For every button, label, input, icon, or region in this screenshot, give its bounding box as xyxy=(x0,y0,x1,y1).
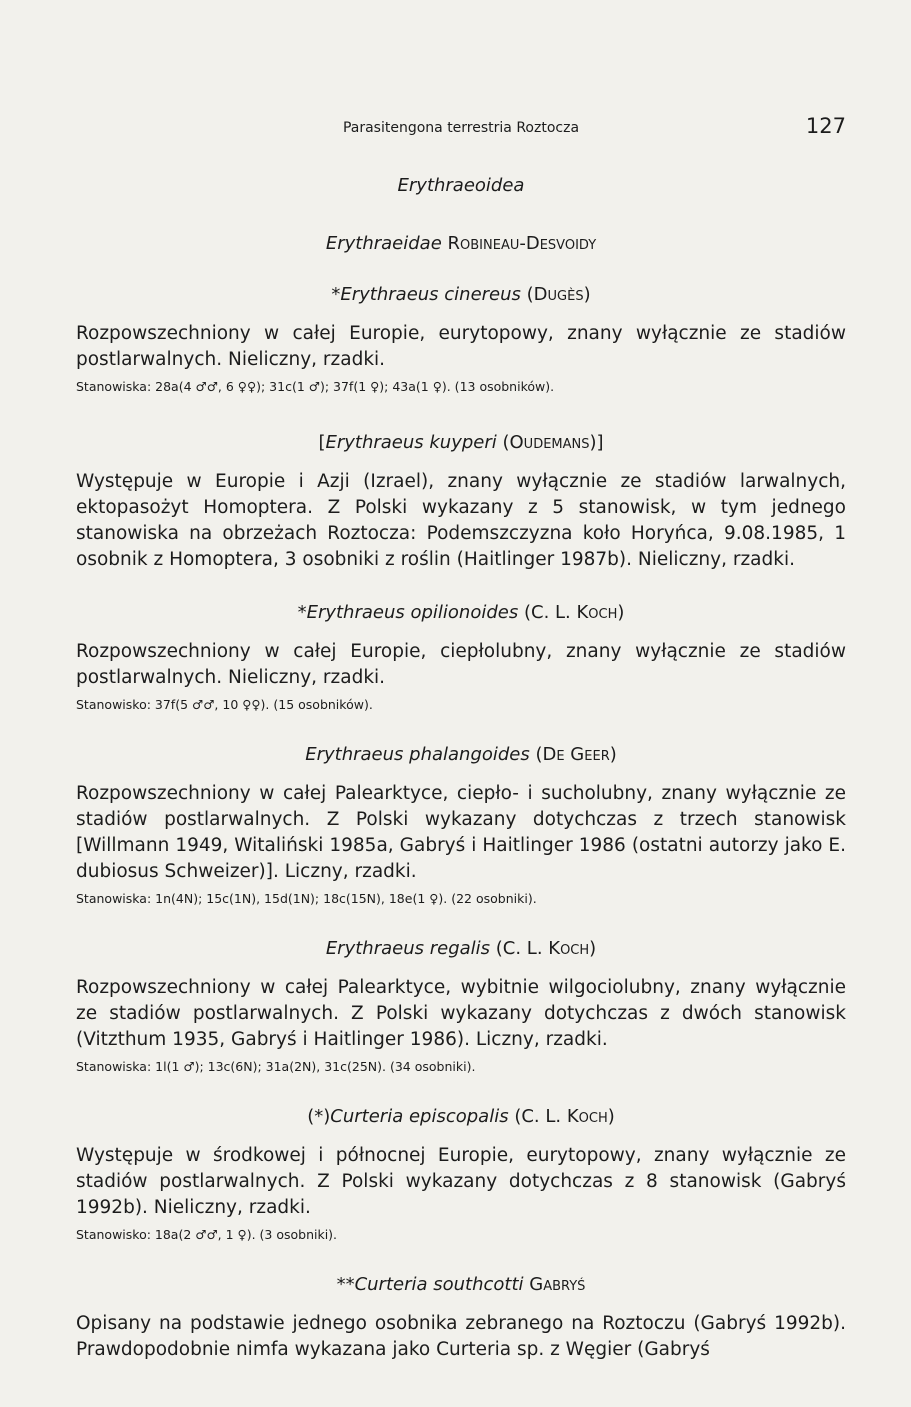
species-prefix: * xyxy=(297,602,307,623)
family-name: Erythraeidae xyxy=(325,233,442,254)
species-prefix: [ xyxy=(318,432,326,453)
species-description: Rozpowszechniony w całej Europie, ciepłolubny, znany wyłącznie ze stadiów postlarwalnych. Nieliczny, rzadki. xyxy=(76,641,846,688)
species-stations: Stanowiska: 1n(4N); 15c(1N), 15d(1N); 18c(15N), 18e(1 ♀). (22 osobniki). xyxy=(76,891,537,906)
species-entry xyxy=(76,743,846,909)
species-stations: Stanowisko: 18a(2 ♂♂, 1 ♀). (3 osobniki). xyxy=(76,1227,338,1242)
species-heading xyxy=(76,743,846,767)
species-heading xyxy=(76,1273,846,1297)
species-author: Gabryś xyxy=(529,1274,586,1295)
species-name: Curteria episcopalis xyxy=(330,1106,509,1127)
species-stations: Stanowiska: 1l(1 ♂); 13c(6N); 31a(2N), 31c(25N). (34 osobniki). xyxy=(76,1059,476,1074)
species-author: C. L. Koch xyxy=(502,938,590,959)
species-name: Erythraeus phalangoides xyxy=(305,744,530,765)
superfamily-heading: Erythraeoidea xyxy=(397,175,525,196)
species-paren-open: ( xyxy=(520,284,534,305)
species-paren-close: )] xyxy=(589,432,604,453)
running-title: Parasitengona terrestria Roztocza xyxy=(342,120,580,136)
species-name: Erythraeus regalis xyxy=(325,938,491,959)
species-heading xyxy=(76,283,846,307)
species-paren-open: ( xyxy=(496,432,510,453)
species-paren-open: ( xyxy=(518,602,531,623)
species-paren-open: ( xyxy=(529,744,543,765)
species-paren-close: ) xyxy=(609,744,617,765)
species-name: Erythraeus kuyperi xyxy=(325,432,497,453)
species-entry xyxy=(76,937,846,1077)
species-author: Dugès xyxy=(533,284,584,305)
species-entry xyxy=(76,1273,846,1363)
species-description: Rozpowszechniony w całej Palearktyce, wybitnie wilgociolubny, znany wyłącznie ze stadiów postlarwalnych. Z Polski wykazany dotychczas z dwóch stanowisk (Vitzthum 1935, Gabryś i Haitlinger 1986). Liczny, rzadki. xyxy=(76,977,846,1050)
species-prefix: ** xyxy=(336,1274,355,1295)
species-entry xyxy=(76,1105,846,1245)
species-author: C. L. Koch xyxy=(531,602,618,623)
species-paren-open: ( xyxy=(508,1106,522,1127)
species-author: De Geer xyxy=(542,744,610,765)
species-entry xyxy=(76,431,846,573)
species-description: Występuje w środkowej i północnej Europie, eurytopowy, znany wyłącznie ze stadiów postlarwalnych. Z Polski wykazany dotychczas z 8 stanowisk (Gabryś 1992b). Nieliczny, rzadki. xyxy=(76,1145,846,1218)
species-prefix: (*) xyxy=(307,1106,331,1127)
page-content xyxy=(76,166,846,1363)
species-heading xyxy=(76,601,846,625)
family-heading xyxy=(76,232,846,256)
family-author: Robineau-Desvoidy xyxy=(447,233,597,254)
species-heading xyxy=(76,1105,846,1129)
species-stations: Stanowiska: 28a(4 ♂♂, 6 ♀♀); 31c(1 ♂); 37f(1 ♀); 43a(1 ♀). (13 osobników). xyxy=(76,379,555,394)
page-header xyxy=(76,114,846,144)
species-stations: Stanowisko: 37f(5 ♂♂, 10 ♀♀). (15 osobników). xyxy=(76,697,373,712)
species-entry xyxy=(76,601,846,715)
species-paren-open: ( xyxy=(490,938,503,959)
species-description: Opisany na podstawie jednego osobnika zebranego na Roztoczu (Gabryś 1992b). Prawdopodobnie nimfa wykazana jako Curteria sp. z Węgier (Gabryś xyxy=(76,1313,846,1360)
species-entry xyxy=(76,283,846,397)
species-paren-close: ) xyxy=(607,1106,615,1127)
species-prefix: * xyxy=(331,284,341,305)
species-paren-close: ) xyxy=(583,284,591,305)
species-heading xyxy=(76,937,846,961)
species-description: Występuje w Europie i Azji (Izrael), znany wyłącznie ze stadiów larwalnych, ektopasożyt Homoptera. Z Polski wykazany z 5 stanowisk, w tym jednego stanowiska na obrzeżach Roztocza: Podemszczyzna koło Horyńca, 9.08.1985, 1 osobnik z Homoptera, 3 osobniki z roślin (Haitlinger 1987b). Nieliczny, rzadki. xyxy=(76,471,846,570)
page-number: 127 xyxy=(805,114,846,138)
species-description: Rozpowszechniony w całej Europie, eurytopowy, znany wyłącznie ze stadiów postlarwalnych. Nieliczny, rzadki. xyxy=(76,323,846,370)
species-name: Curteria southcotti xyxy=(354,1274,524,1295)
species-paren-close: ) xyxy=(617,602,625,623)
species-description: Rozpowszechniony w całej Palearktyce, ciepło- i sucholubny, znany wyłącznie ze stadiów postlarwalnych. Z Polski wykazany dotychczas z trzech stanowisk [Willmann 1949, Witaliński 1985a, Gabryś i Haitlinger 1986 (ostatni autorzy jako E. dubiosus Schweizer)]. Liczny, rzadki. xyxy=(76,783,846,882)
species-heading xyxy=(76,431,846,455)
species-name: Erythraeus opilionoides xyxy=(306,602,519,623)
species-author: Oudemans xyxy=(509,432,590,453)
species-paren-close: ) xyxy=(589,938,597,959)
species-name: Erythraeus cinereus xyxy=(340,284,521,305)
species-author: C. L. Koch xyxy=(521,1106,608,1127)
